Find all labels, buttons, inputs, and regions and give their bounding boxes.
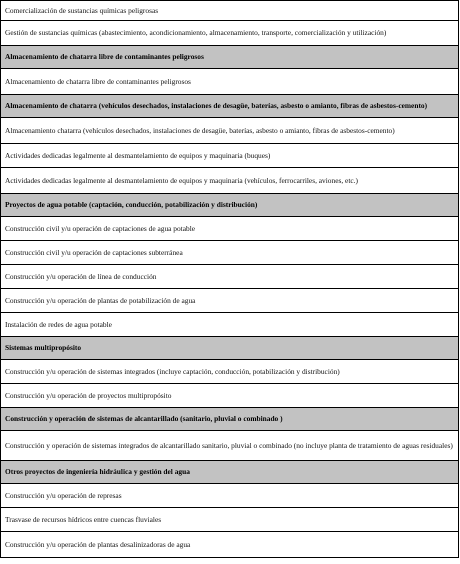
table-row: Construcción y/u operación de sistemas integrados (incluye captación, conducción, potabilización y distribución) bbox=[1, 360, 458, 384]
table-row: Construcción y/u operación de plantas de potabilización de agua bbox=[1, 289, 458, 313]
section-header-row: Proyectos de agua potable (captación, conducción, potabilización y distribución) bbox=[1, 194, 458, 217]
table-row: Construcción y/u operación de línea de conducción bbox=[1, 265, 458, 289]
table-row: Construcción y/u operación de represas bbox=[1, 484, 458, 508]
table-row: Actividades dedicadas legalmente al desmantelamiento de equipos y maquinaria (buques) bbox=[1, 144, 458, 168]
table-row: Comercialización de sustancias químicas peligrosas bbox=[1, 1, 458, 21]
table-row: Almacenamiento de chatarra libre de contaminantes peligrosos bbox=[1, 69, 458, 95]
section-header-row: Sistemas multipropósito bbox=[1, 337, 458, 360]
table-row: Instalación de redes de agua potable bbox=[1, 313, 458, 337]
table-row: Construcción y/u operación de plantas desalinizadoras de agua bbox=[1, 532, 458, 558]
section-header-row: Almacenamiento de chatarra (vehículos desechados, instalaciones de desagüe, baterías, asbesto o amianto, fibras de asbestos-cemento) bbox=[1, 95, 458, 118]
section-header-row: Otros proyectos de ingeniería hidráulica y gestión del agua bbox=[1, 461, 458, 484]
table-row: Construcción y/u operación de proyectos multipropósito bbox=[1, 384, 458, 408]
table-row: Construcción y operación de sistemas integrados de alcantarillado sanitario, pluvial o combinado (no incluye planta de tratamiento de aguas residuales) bbox=[1, 431, 458, 461]
table-row: Actividades dedicadas legalmente al desmantelamiento de equipos y maquinaria (vehículos, ferrocarriles, aviones, etc.) bbox=[1, 168, 458, 194]
section-header-row: Almacenamiento de chatarra libre de contaminantes peligrosos bbox=[1, 46, 458, 69]
table-row: Construcción civil y/u operación de captaciones de agua potable bbox=[1, 217, 458, 241]
section-header-row: Construcción y operación de sistemas de alcantarillado (sanitario, pluvial o combinado ) bbox=[1, 408, 458, 431]
table-row: Almacenamiento chatarra (vehículos desechados, instalaciones de desagüe, baterías, asbesto o amianto, fibras de asbestos-cemento) bbox=[1, 118, 458, 144]
table-row: Construcción civil y/u operación de captaciones subterránea bbox=[1, 241, 458, 265]
table-row: Trasvase de recursos hídricos entre cuencas fluviales bbox=[1, 508, 458, 532]
table-row: Gestión de sustancias químicas (abastecimiento, acondicionamiento, almacenamiento, transporte, comercialización y utilización) bbox=[1, 21, 458, 46]
